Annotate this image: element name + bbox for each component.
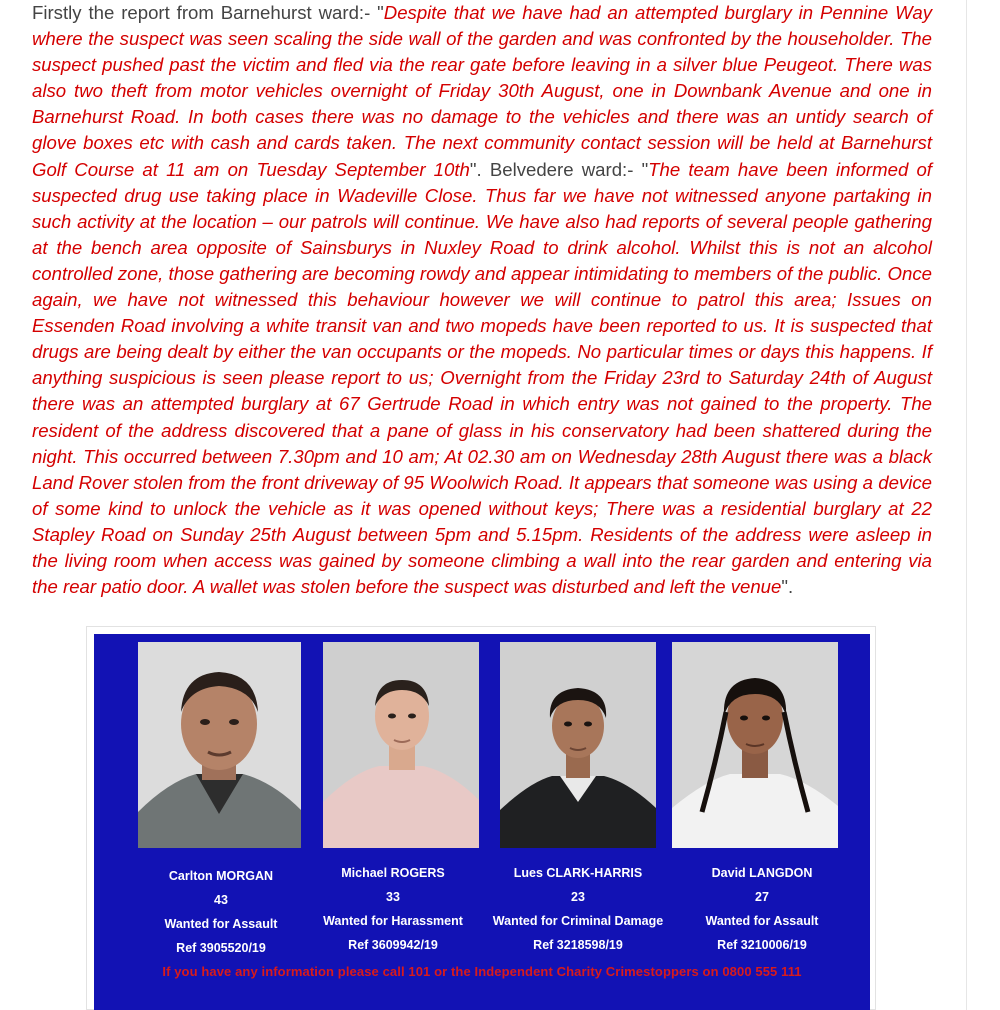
article-text xyxy=(32,0,932,600)
crimestoppers-footer: If you have any information please call 101 or the Independent Charity Crimestoppers on 0800 555 111 xyxy=(162,964,802,979)
suspect-name: Lues CLARK-HARRIS xyxy=(513,866,643,880)
page-divider-line xyxy=(966,0,967,1010)
suspect-age: 43 xyxy=(214,893,228,907)
suspect-offence: Wanted for Assault xyxy=(705,914,819,928)
suspect-card-david-langdon xyxy=(672,861,852,957)
suspect-age: 23 xyxy=(571,890,585,904)
suspect-ref: Ref 3609942/19 xyxy=(348,938,438,952)
suspect-card-michael-rogers xyxy=(303,861,483,957)
suspect-card-lues-clark-harris xyxy=(480,861,676,957)
suspect-age: 33 xyxy=(386,890,400,904)
suspect-name: Michael ROGERS xyxy=(341,866,445,880)
belvedere-quote: The team have been informed of suspected drug use taking place in Wadeville Close. Thus far we have not witnessed anyone partaking in such activity at the location – our patrols will continue. We have also had reports of several people gathering at the bench area opposite of Sainsburys in Nuxley Road to drink alcohol. Whilst this is not an alcohol controlled zone, those gathering are becoming rowdy and appear intimidating to members of the public. Once again, we have not witnessed this behaviour however we will continue to patrol this area; Issues on Essenden Road involving a white transit van and two mopeds have been reported to us. It is suspected that drugs are being dealt by either the van occupants or the mopeds. No particular times or days this happens. If anything suspicious is seen please report to us; Overnight from the Friday 23rd to Saturday 24th of August there was an attempted burglary at 67 Gertrude Road in which entry was not gained to the property. The resident of the address discovered that a pane of glass in his conservatory had been shattered during the night. This occurred between 7.30pm and 10 am; At 02.30 am on Wednesday 28th August there was a black Land Rover stolen from the front driveway of 95 Woolwich Road. It appears that someone was using a device of some kind to unlock the vehicle as it was opened without keys; There was a residential burglary at 22 Stapley Road on Sunday 25th August between 5pm and 5.15pm. Residents of the address were asleep in the living room when access was gained by someone climbing a wall into the rear garden and entering via the rear patio door. A wallet was stolen before the suspect was disturbed and left the venue xyxy=(32,158,932,598)
suspect-name: Carlton MORGAN xyxy=(168,869,274,883)
suspect-ref: Ref 3210006/19 xyxy=(717,938,807,952)
suspect-photo-carlton-morgan xyxy=(138,642,301,848)
suspect-ref: Ref 3218598/19 xyxy=(533,938,623,952)
suspect-photo-michael-rogers xyxy=(323,642,479,848)
suspect-age: 27 xyxy=(755,890,769,904)
suspect-card-carlton-morgan xyxy=(131,864,311,960)
closing-quote: ". xyxy=(781,576,794,598)
suspect-offence: Wanted for Criminal Damage xyxy=(492,914,664,928)
barnehurst-intro: Firstly the report from Barnehurst ward:- " xyxy=(32,2,384,23)
belvedere-intro: ". Belvedere ward:- " xyxy=(469,158,649,180)
suspect-name: David LANGDON xyxy=(711,866,813,880)
suspect-photo-david-langdon xyxy=(672,642,838,848)
barnehurst-quote: Despite that we have had an attempted burglary in Pennine Way where the suspect was seen scaling the side wall of the garden and was confronted by the householder. The suspect pushed past the victim and fled via the rear gate before leaving in a silver blue Peugeot. There was also two theft from motor vehicles overnight of Friday 30th August, one in Downbank Avenue and one in Barnehurst Road. In both cases there was no damage to the vehicles and there was an untidy search of glove boxes etc with cash and cards taken. The next community contact session will be held at Barnehurst Golf Course at 11 am on Tuesday September 10th xyxy=(32,2,932,180)
suspect-offence: Wanted for Assault xyxy=(164,917,278,931)
suspect-offence: Wanted for Harassment xyxy=(323,914,463,928)
suspect-photo-lues-clark-harris xyxy=(500,642,656,848)
suspect-ref: Ref 3905520/19 xyxy=(176,941,266,955)
wanted-poster xyxy=(94,634,870,1010)
